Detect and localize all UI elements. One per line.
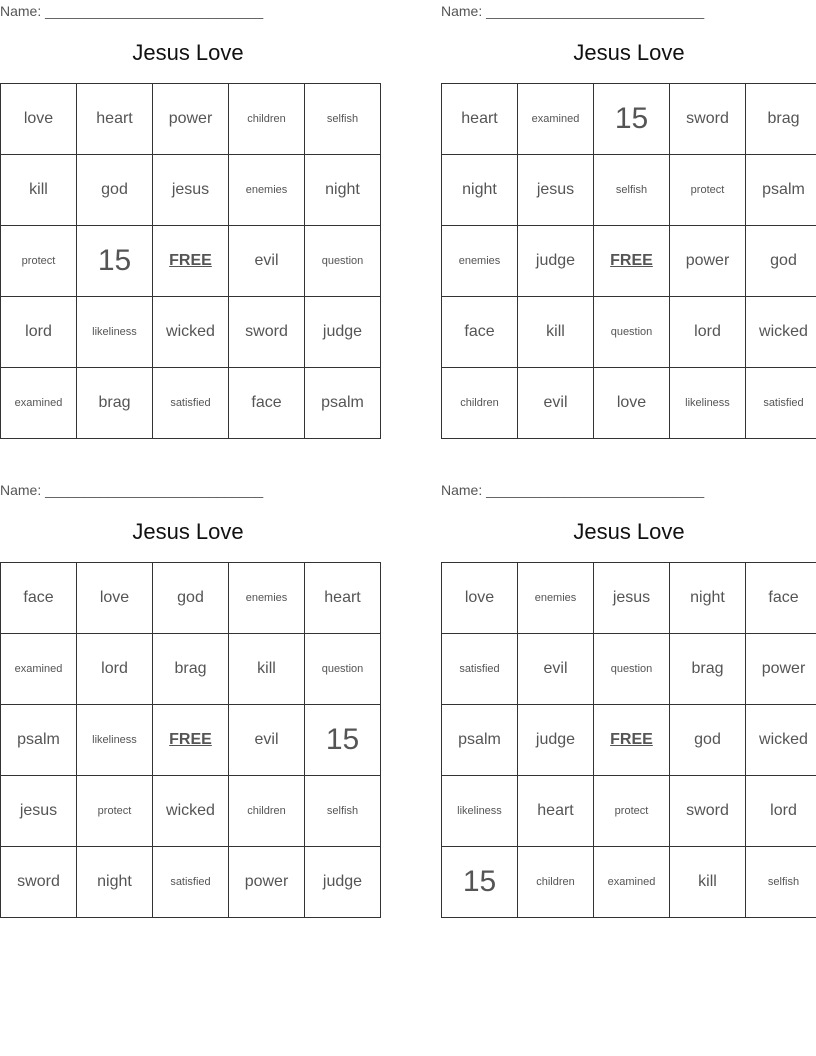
bingo-cell: enemies — [518, 563, 594, 634]
bingo-cell: kill — [670, 847, 746, 918]
bingo-cell: examined — [1, 634, 77, 705]
bingo-cell: night — [305, 155, 381, 226]
bingo-grid — [0, 562, 381, 918]
bingo-cell: enemies — [442, 226, 518, 297]
bingo-cell: psalm — [442, 705, 518, 776]
bingo-cell: god — [746, 226, 816, 297]
bingo-cell: jesus — [153, 155, 229, 226]
bingo-cell: god — [670, 705, 746, 776]
bingo-cell: jesus — [594, 563, 670, 634]
bingo-cell: examined — [1, 368, 77, 439]
bingo-cell: children — [229, 84, 305, 155]
bingo-cell: power — [670, 226, 746, 297]
bingo-cell: sword — [1, 847, 77, 918]
bingo-grid — [441, 83, 816, 439]
card-title: Jesus Love — [573, 519, 685, 544]
name-field: Name: ____________________________ — [441, 3, 705, 19]
number-cell: 15 — [77, 226, 153, 297]
bingo-cell: love — [442, 563, 518, 634]
bingo-cell: kill — [229, 634, 305, 705]
bingo-cell: satisfied — [746, 368, 816, 439]
number-cell: 15 — [442, 847, 518, 918]
bingo-cell: protect — [77, 776, 153, 847]
bingo-cell: psalm — [1, 705, 77, 776]
card-title: Jesus Love — [132, 40, 244, 65]
bingo-cell: protect — [670, 155, 746, 226]
bingo-cell: wicked — [153, 776, 229, 847]
name-field: Name: ____________________________ — [441, 482, 705, 498]
bingo-cell: evil — [518, 368, 594, 439]
bingo-cell: question — [305, 226, 381, 297]
bingo-cell: examined — [594, 847, 670, 918]
bingo-cell: brag — [153, 634, 229, 705]
bingo-cell: question — [305, 634, 381, 705]
bingo-cell: sword — [670, 776, 746, 847]
bingo-cell: evil — [229, 705, 305, 776]
bingo-cell: judge — [305, 297, 381, 368]
bingo-cell: sword — [229, 297, 305, 368]
bingo-cell: examined — [518, 84, 594, 155]
bingo-cell: night — [77, 847, 153, 918]
bingo-cell: psalm — [746, 155, 816, 226]
bingo-cell: question — [594, 297, 670, 368]
bingo-cell: judge — [518, 226, 594, 297]
bingo-cell: enemies — [229, 155, 305, 226]
bingo-cell: face — [1, 563, 77, 634]
bingo-cell: kill — [1, 155, 77, 226]
bingo-cell: selfish — [594, 155, 670, 226]
bingo-cell: heart — [305, 563, 381, 634]
bingo-cell: protect — [1, 226, 77, 297]
bingo-cell: face — [229, 368, 305, 439]
bingo-cell: love — [1, 84, 77, 155]
number-cell: 15 — [594, 84, 670, 155]
free-space: FREE — [153, 705, 229, 776]
bingo-cell: sword — [670, 84, 746, 155]
bingo-cell: lord — [670, 297, 746, 368]
bingo-cell: judge — [518, 705, 594, 776]
bingo-cell: satisfied — [153, 847, 229, 918]
bingo-cell: judge — [305, 847, 381, 918]
bingo-cell: satisfied — [153, 368, 229, 439]
bingo-cell: power — [746, 634, 816, 705]
bingo-cell: love — [594, 368, 670, 439]
bingo-cell: jesus — [1, 776, 77, 847]
free-space: FREE — [594, 705, 670, 776]
bingo-cell: lord — [746, 776, 816, 847]
bingo-cell: evil — [518, 634, 594, 705]
free-space: FREE — [153, 226, 229, 297]
bingo-cell: children — [442, 368, 518, 439]
card-title: Jesus Love — [573, 40, 685, 65]
bingo-cell: jesus — [518, 155, 594, 226]
bingo-cell: likeliness — [77, 705, 153, 776]
bingo-cell: lord — [1, 297, 77, 368]
bingo-cell: children — [229, 776, 305, 847]
bingo-cell: question — [594, 634, 670, 705]
bingo-cell: likeliness — [77, 297, 153, 368]
bingo-cell: satisfied — [442, 634, 518, 705]
number-cell: 15 — [305, 705, 381, 776]
name-field: Name: ____________________________ — [0, 482, 264, 498]
bingo-cell: night — [670, 563, 746, 634]
bingo-cell: selfish — [305, 84, 381, 155]
bingo-cell: kill — [518, 297, 594, 368]
bingo-cell: brag — [746, 84, 816, 155]
bingo-cell: brag — [670, 634, 746, 705]
free-space: FREE — [594, 226, 670, 297]
bingo-cell: children — [518, 847, 594, 918]
name-field: Name: ____________________________ — [0, 3, 264, 19]
bingo-cell: power — [229, 847, 305, 918]
bingo-cell: likeliness — [670, 368, 746, 439]
bingo-cell: likeliness — [442, 776, 518, 847]
bingo-cell: selfish — [746, 847, 816, 918]
bingo-cell: heart — [442, 84, 518, 155]
bingo-cell: wicked — [153, 297, 229, 368]
bingo-cell: brag — [77, 368, 153, 439]
bingo-grid — [441, 562, 816, 918]
bingo-cell: enemies — [229, 563, 305, 634]
bingo-cell: face — [746, 563, 816, 634]
bingo-cell: power — [153, 84, 229, 155]
bingo-cell: face — [442, 297, 518, 368]
bingo-cell: god — [153, 563, 229, 634]
bingo-grid — [0, 83, 381, 439]
bingo-cell: protect — [594, 776, 670, 847]
bingo-cell: evil — [229, 226, 305, 297]
bingo-cell: love — [77, 563, 153, 634]
bingo-cell: god — [77, 155, 153, 226]
bingo-cell: lord — [77, 634, 153, 705]
card-title: Jesus Love — [132, 519, 244, 544]
bingo-cell: psalm — [305, 368, 381, 439]
bingo-cell: heart — [518, 776, 594, 847]
bingo-cell: wicked — [746, 705, 816, 776]
bingo-cell: heart — [77, 84, 153, 155]
bingo-cell: selfish — [305, 776, 381, 847]
bingo-cell: night — [442, 155, 518, 226]
bingo-cell: wicked — [746, 297, 816, 368]
